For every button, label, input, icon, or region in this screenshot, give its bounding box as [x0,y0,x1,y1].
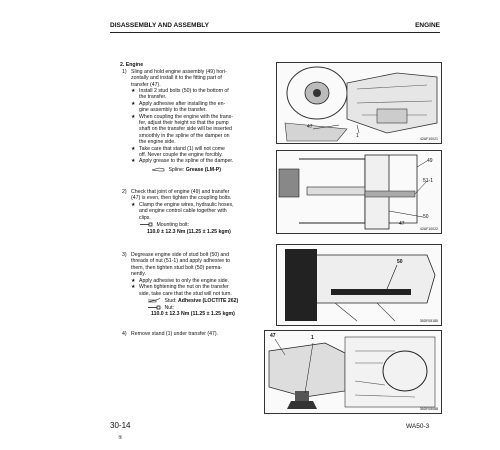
bullet-item [131,114,273,146]
text-line: Apply adhesive to only the engine side. [139,278,229,284]
page-number: 30-14 [110,421,131,430]
header-chapter-title: ENGINE [415,22,440,29]
star-icon: ★ [131,202,136,208]
step-1-bullets [131,88,273,173]
text-line: shaft on the transfer side will be inserted [139,126,232,133]
text-line: side, take care that the stud will not turn. [139,290,232,297]
step-text [131,252,273,278]
callout-label: 49 [427,158,433,164]
text-line: clips. [139,214,151,221]
star-icon: ★ [131,145,136,152]
bullet-item [131,101,273,114]
stud-label: Stud: [164,298,177,305]
section-title: Engine [125,62,144,68]
text-line: Take care that stand (1) will not come [139,145,225,152]
coupling-section-illustration [277,151,441,233]
stud-bolt-illustration [277,245,441,325]
text-line: zontally and install it to the fitting part of [131,75,222,82]
figure-code: 42AF10021 [419,137,438,141]
text-line: them, then tighten stud bolt (50) perma- [131,264,223,271]
nut-value: 110.0 ± 12.3 Nm (11.25 ± 1.25 kgm) [151,311,235,318]
section-number: 2. [120,62,125,68]
text-line: off. Never couple the engine forcibly. [139,152,223,159]
star-icon: ★ [131,88,136,94]
figure-code: 42AF10022 [419,227,438,231]
callout-label: 47 [399,221,405,227]
step-2-bullets [131,202,273,235]
torque-spec [131,222,273,235]
text-line: threads of nut (51-1) and apply adhesive to [131,258,230,265]
bullet-item [131,284,273,297]
text-line: Check that joint of engine (49) and transfer [131,189,230,195]
text-line: transfer (47). [131,81,161,88]
bullet-item [131,88,273,101]
text-line: (47) is even, then tighten the coupling bolts. [131,195,232,202]
text-line: the transfer. [139,94,167,101]
star-icon: ★ [131,113,136,120]
step-3-bullets [131,278,273,317]
text-line: nently. [131,271,146,278]
step-text [131,189,273,202]
star-icon: ★ [131,284,136,291]
step-number: 1) [122,69,127,75]
stand-removal-illustration [265,331,441,413]
revision-mark: ⑤ [118,435,123,441]
figure-3 [276,244,442,326]
stud-value: Adhesive (LOCTITE 262) [178,298,239,305]
step-number: 4) [122,331,127,337]
text-line: and engine control cable together with [139,208,227,215]
callout-label: 50 [423,214,429,220]
callout-label: 47 [270,333,276,339]
torque-label: Mounting bolt: [156,222,190,229]
text-line: smoothly in the spline of the damper on [139,132,230,139]
text-line: the engine side. [139,139,176,146]
model-name: WA50-3 [406,423,430,430]
text-line: Sling and hold engine assembly (49) hori- [131,69,227,75]
text-line: Install 2 stud bolts (50) to the bottom of [139,88,229,94]
callout-label: 50 [397,259,403,265]
nut-label: Nut: [164,304,174,311]
wrench-icon [139,222,153,227]
star-icon: ★ [131,100,136,107]
grease-gun-icon [151,167,165,172]
star-icon: ★ [131,278,136,284]
figure-code: 35DF05088 [419,407,438,411]
spline-value: Grease (LM-P) [185,166,221,173]
spline-spec [131,167,273,173]
callout-label: 51-1 [423,178,434,184]
text-line: Degrease engine side of stud bolt (50) and [131,252,230,258]
step-number: 3) [122,252,127,258]
text-line: gine assembly to the transfer. [139,107,207,114]
step-text: Remove stand (1) under transfer (47). [131,331,219,337]
callout-label: 1 [356,133,359,139]
engine-transfer-illustration [277,63,441,143]
page-header [110,20,440,33]
bullet-item [131,158,273,164]
spline-label: Spline: [168,166,185,173]
figure-code: 35DF05185 [419,319,438,323]
header-section-title: DISASSEMBLY AND ASSEMBLY [110,22,209,29]
callout-label: 47 [307,124,313,130]
step-number: 2) [122,189,127,195]
callout-label: 1 [311,335,314,341]
star-icon: ★ [131,158,136,165]
text-line: fer, adjust their height so that the pump [139,120,229,127]
bullet-item [131,146,273,159]
text-line: Apply grease to the spline of the damper. [139,158,234,165]
bullet-item [131,202,273,221]
text-line: Clamp the engine wires, hydraulic hoses, [139,202,234,208]
figure-2 [276,150,442,234]
figure-4 [264,330,442,414]
text-line: When coupling the engine with the trans- [139,113,234,120]
section-heading [120,62,143,68]
figure-1 [276,62,442,144]
nut-spec [131,305,273,318]
adhesive-icon [147,298,161,303]
step-text [131,69,271,88]
text-line: Apply adhesive after installing the en- [139,100,226,107]
wrench-icon [147,305,161,310]
torque-value: 110.0 ± 12.3 Nm (11.25 ± 1.25 kgm) [147,228,231,235]
text-line: When tightening the nut on the transfer [139,284,229,291]
